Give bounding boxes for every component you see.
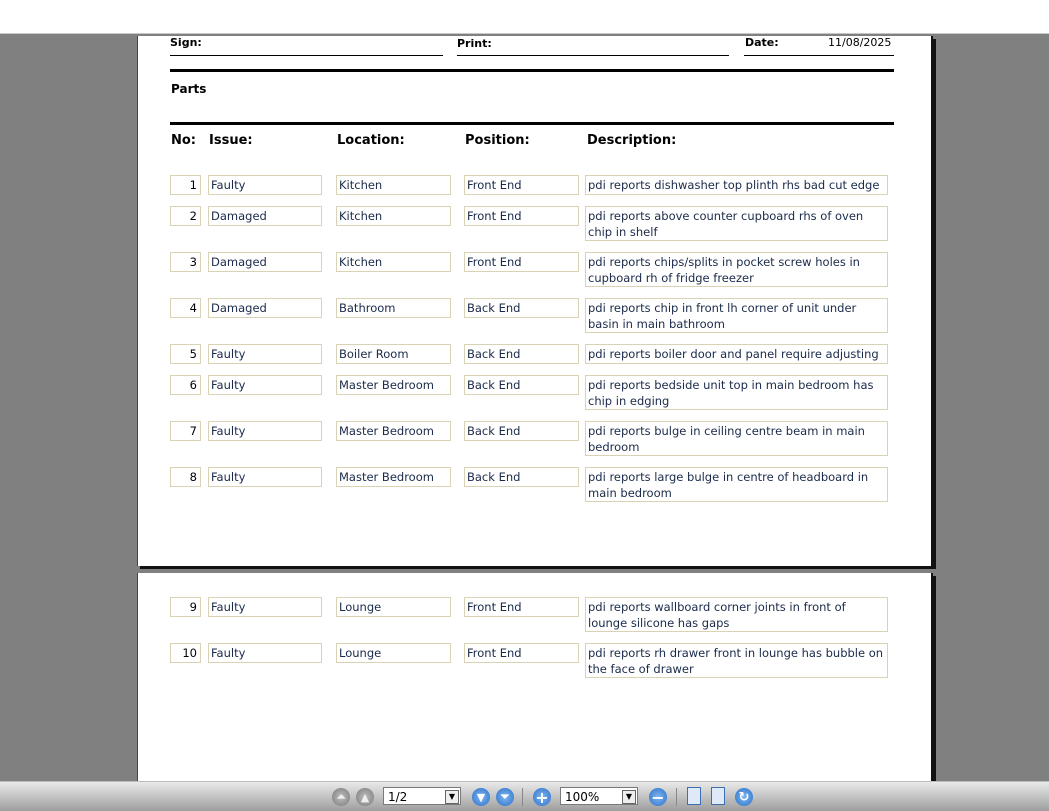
row-number-cell: 10 (170, 643, 201, 663)
zoom-in-icon[interactable]: + (533, 788, 551, 806)
sign-label: Sign: (170, 36, 202, 49)
row-number-cell: 2 (170, 206, 201, 226)
issue-field[interactable]: Faulty (208, 421, 322, 441)
description-field[interactable]: pdi reports wallboard corner joints in front of lounge silicone has gaps (585, 597, 888, 632)
print-line (457, 55, 729, 56)
location-field[interactable]: Master Bedroom (336, 467, 451, 487)
description-field[interactable]: pdi reports bedside unit top in main bedroom has chip in edging (585, 375, 888, 410)
position-field[interactable]: Back End (464, 467, 579, 487)
position-field[interactable]: Front End (464, 206, 579, 226)
position-field[interactable]: Back End (464, 421, 579, 441)
issue-field[interactable]: Faulty (208, 643, 322, 663)
location-field[interactable]: Kitchen (336, 206, 451, 226)
zoom-select-value: 100% (565, 790, 600, 804)
date-label: Date: (745, 36, 779, 49)
description-field[interactable]: pdi reports chip in front lh corner of unit under basin in main bathroom (585, 298, 888, 333)
divider (170, 122, 894, 125)
description-field[interactable]: pdi reports large bulge in centre of headboard in main bedroom (585, 467, 888, 502)
position-field[interactable]: Back End (464, 344, 579, 364)
description-field[interactable]: pdi reports rh drawer front in lounge has bubble on the face of drawer (585, 643, 888, 678)
section-title: Parts (171, 82, 207, 96)
location-field[interactable]: Master Bedroom (336, 421, 451, 441)
row-number-cell: 5 (170, 344, 201, 364)
row-number-cell: 6 (170, 375, 201, 395)
position-field[interactable]: Back End (464, 375, 579, 395)
chevron-down-icon[interactable]: ▼ (445, 790, 459, 804)
pdf-page-1 (137, 36, 933, 566)
next-page-icon[interactable]: ▼ (472, 788, 490, 806)
issue-field[interactable]: Damaged (208, 206, 322, 226)
header-position: Position: (465, 133, 530, 148)
position-field[interactable]: Front End (464, 597, 579, 617)
viewer-top-bar (0, 0, 1049, 34)
zoom-out-icon[interactable]: − (649, 788, 667, 806)
toolbar-separator (676, 788, 677, 806)
header-issue: Issue: (209, 133, 253, 148)
issue-field[interactable]: Damaged (208, 298, 322, 318)
print-label: Print: (457, 37, 492, 50)
chevron-down-icon[interactable]: ▼ (622, 790, 636, 804)
pdf-toolbar (0, 781, 1049, 811)
row-number-cell: 1 (170, 175, 201, 195)
fit-width-icon[interactable] (687, 787, 701, 805)
previous-page-icon[interactable]: ▲ (356, 788, 374, 806)
fit-page-icon[interactable] (711, 787, 725, 805)
location-field[interactable]: Bathroom (336, 298, 451, 318)
description-field[interactable]: pdi reports boiler door and panel require adjusting (585, 344, 888, 364)
row-number-cell: 7 (170, 421, 201, 441)
page-select[interactable] (383, 787, 461, 805)
location-field[interactable]: Kitchen (336, 175, 451, 195)
date-value: 11/08/2025 (828, 36, 892, 49)
header-description: Description: (587, 133, 677, 148)
row-number-cell: 4 (170, 298, 201, 318)
row-number-cell: 8 (170, 467, 201, 487)
header-location: Location: (337, 133, 405, 148)
location-field[interactable]: Lounge (336, 643, 451, 663)
header-no: No: (171, 133, 197, 148)
row-number-cell: 9 (170, 597, 201, 617)
position-field[interactable]: Front End (464, 175, 579, 195)
first-page-icon[interactable]: ⏶ (332, 788, 350, 806)
issue-field[interactable]: Faulty (208, 375, 322, 395)
issue-field[interactable]: Faulty (208, 344, 322, 364)
last-page-icon[interactable]: ⏷ (496, 788, 514, 806)
position-field[interactable]: Front End (464, 252, 579, 272)
position-field[interactable]: Back End (464, 298, 579, 318)
sign-line (170, 55, 443, 56)
issue-field[interactable]: Damaged (208, 252, 322, 272)
location-field[interactable]: Lounge (336, 597, 451, 617)
page-select-value: 1/2 (388, 790, 408, 804)
description-field[interactable]: pdi reports bulge in ceiling centre beam in main bedroom (585, 421, 888, 456)
toolbar-separator (522, 788, 523, 806)
location-field[interactable]: Master Bedroom (336, 375, 451, 395)
description-field[interactable]: pdi reports above counter cupboard rhs of oven chip in shelf (585, 206, 888, 241)
issue-field[interactable]: Faulty (208, 467, 322, 487)
zoom-select[interactable] (560, 787, 638, 805)
rotate-icon[interactable]: ↻ (735, 788, 753, 806)
issue-field[interactable]: Faulty (208, 597, 322, 617)
location-field[interactable]: Kitchen (336, 252, 451, 272)
position-field[interactable]: Front End (464, 643, 579, 663)
description-field[interactable]: pdi reports dishwasher top plinth rhs bad cut edge (585, 175, 888, 195)
issue-field[interactable]: Faulty (208, 175, 322, 195)
pdf-page-2 (137, 573, 933, 788)
date-line (744, 55, 894, 56)
location-field[interactable]: Boiler Room (336, 344, 451, 364)
divider (170, 69, 894, 72)
description-field[interactable]: pdi reports chips/splits in pocket screw holes in cupboard rh of fridge freezer (585, 252, 888, 287)
row-number-cell: 3 (170, 252, 201, 272)
